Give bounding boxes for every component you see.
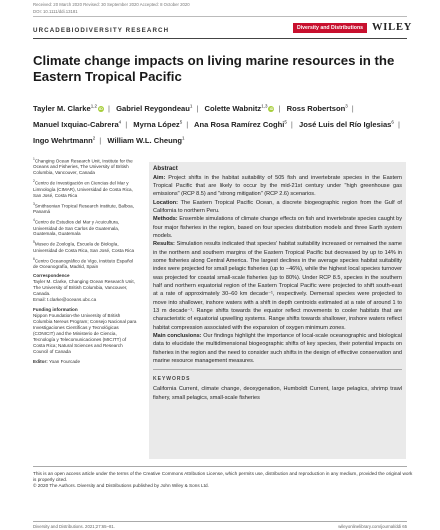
author-affiliation-number: 6 (391, 119, 394, 125)
affiliation-number: 1 (33, 157, 35, 161)
correspondence-email[interactable]: Email: t.clarke@oceans.ubc.ca (33, 296, 97, 302)
author-name[interactable] (33, 104, 104, 113)
header-divider (33, 38, 407, 39)
affiliation-text: Centro de Investigación en Ciencias del Mar y Limnología (CIMAR), Universidad de Costa Rica, San José, Costa Rica (33, 180, 133, 198)
affiliation-item (33, 218, 137, 237)
license-text (33, 471, 413, 490)
author-name[interactable] (33, 136, 95, 145)
author-affiliation-number: 1 (182, 135, 185, 141)
journal-badge[interactable]: Diversity and Distributions (293, 23, 367, 33)
affiliation-item (33, 257, 137, 270)
abstract-conclusions: Main conclusions: Our findings highlight the importance of local-scale oceanographic and biological data to elucidate the multidimensional biogeographic shifts of key species, their potential impacts on fisheries in the region and the need to consider such shifts in the design of effective conservation and marine resource management measures. (153, 333, 402, 365)
author-name-text: Myrna López (133, 119, 180, 129)
correspondence-text: Tayler M. Clarke, Changing Ocean Research Unit, The University of British Columbia, Vancouver, Canada. (33, 279, 135, 297)
license-line: This is an open access article under the terms of the Creative Commons Attribution License, which permits use, distribution and reproduction in any medium, provided the original work is properly cited. (33, 471, 413, 483)
author-name[interactable] (299, 120, 394, 129)
keywords-divider (153, 369, 402, 370)
author-affiliation-number: 3 (345, 103, 348, 108)
abstract-heading: Abstract (153, 165, 178, 172)
keywords-text: California Current, climate change, deoxygenation, Humboldt Current, large pelagics, shrimp trawl fishery, small pelagics, small-scale fisheries (153, 386, 402, 401)
author-separator: | (107, 103, 110, 113)
abstract-location: Location: The Eastern Tropical Pacific Ocean, a discrete biogeographic region from the Gulf of California to northern Peru. (153, 199, 402, 214)
affiliation-text: Centro de Estudios del Mar y Acuicultura, Universidad de San Carlos de Guatemala, Guatemala, Guatemala (33, 219, 120, 237)
section-label: URCADEBIODIVERSITY RESEARCH (33, 27, 170, 34)
author-affiliation-number: 1 (189, 103, 193, 108)
received-dates: Received: 20 March 2020 Revised: 30 September 2020 Accepted: 8 October 2020 (33, 2, 190, 7)
affiliation-item (33, 157, 137, 176)
author-name[interactable] (133, 120, 182, 129)
author-name[interactable] (205, 104, 275, 113)
affiliation-item (33, 179, 137, 198)
author-name-text: Gabriel Reygondeau (116, 103, 190, 113)
author-name[interactable] (194, 120, 287, 129)
article-title: Climate change impacts on living marine resources in the Eastern Tropical Pacific (33, 53, 395, 84)
author-separator: | (351, 103, 354, 113)
affiliation-item (33, 240, 137, 253)
author-name-text: Ingo Wehrtmann (33, 136, 93, 146)
author-name-text: Tayler M. Clarke (33, 103, 91, 113)
author-separator: | (290, 119, 293, 129)
author-name[interactable] (33, 120, 121, 129)
publisher-logo[interactable]: WILEY (372, 22, 413, 33)
author-list (33, 99, 413, 148)
author-name-text: Colette Wabnitz (204, 103, 262, 113)
abstract-methods: Methods: Ensemble simulations of climate change effects on fish and invertebrate species caught by four major fisheries in the region, based on four species distribution models and three Earth system models. (153, 216, 402, 239)
orcid-icon[interactable]: iD (99, 107, 103, 112)
author-affiliation-number: 1,3 (261, 103, 268, 108)
author-affiliation-number: 5 (179, 119, 183, 125)
affiliation-list (33, 157, 137, 270)
funding-heading: Funding information (33, 307, 78, 313)
abstract-results: Results: Simulation results indicated that species' habitat suitability increased or remained the same in the northern and southern margins of the Eastern Tropical Pacific but decreased by up to 14% in some fisheries along Central America. The largest declines in the average species habitat suitability index were projected for small pelagic fisheries (up to −46%), while the highest local species turnover was projected for coastal small-scale fisheries (up to 80%). Under RCP 8.5, species in the southern half and northern equatorial region of the Eastern Tropical Pacific were projected to shift south-east at a rate of approximately 30–60 km decade⁻¹, respectively. Demersal species were projected to move into shallower, inshore waters with a shift in depth centroids estimated at a rate of around 1 to 13 m decade⁻¹. Range shifts towards the equator reflect movements to cooler habitats that are characteristic of equatorial upwelling systems. Range shifts towards shallower, inshore waters reflect habitat compression associated with the expansion of oxygen minimum zones. (153, 241, 402, 331)
author-name-text: José Luis del Río Iglesias (298, 119, 392, 129)
abstract-box (149, 162, 406, 459)
editor-label: Editor: (33, 359, 48, 365)
affiliation-number: 2 (33, 179, 35, 184)
editor-block (33, 359, 137, 365)
funding-block (33, 307, 137, 354)
top-divider (33, 16, 407, 17)
affiliation-text: Smithsonian Tropical Research Institute, Balboa, Panamá (33, 203, 134, 215)
correspondence-block (33, 273, 137, 303)
author-separator: | (278, 103, 281, 113)
keywords-heading: KEYWORDS (153, 376, 191, 382)
left-column (33, 157, 137, 370)
author-affiliation-number: 1,2 (90, 103, 97, 108)
author-name[interactable] (116, 104, 192, 113)
journal-url[interactable]: wileyonlinelibrary.com/journal/ddi 65 (338, 524, 407, 529)
license-line: © 2020 The Authors. Diversity and Distributions published by John Wiley & Sons Ltd. (33, 483, 209, 489)
abstract-aim: Aim: Project shifts in the habitat suitability of 505 fish and invertebrate species in the Eastern Tropical Pacific that are likely to occur by the mid-21st century under "high greenhouse gas emissions" (RCP 8.5) and "strong mitigation" (RCP 2.6) scenarios. (153, 174, 402, 198)
author-separator: | (99, 136, 102, 146)
journal-citation: Diversity and Distributions. 2021;27:65–81. (33, 524, 115, 529)
author-name-text: Manuel Ixquiac-Cabrera (33, 119, 119, 129)
author-name-text: Ross Robertson (286, 103, 346, 113)
author-separator: | (397, 119, 400, 129)
affiliation-number: 6 (33, 256, 35, 261)
affiliation-text: Museo de Zoología, Escuela de Biología, Universidad de Costa Rica, San José, Costa Rica (33, 242, 135, 253)
affiliation-text: Centro Oceanográfico de Vigo, Instituto Español de Oceanografía, Madrid, Spain (33, 258, 134, 270)
editor-name: Yoan Fourcade (49, 359, 81, 365)
affiliation-number: 5 (33, 240, 35, 245)
bottom-divider (33, 521, 407, 522)
author-name[interactable] (287, 104, 348, 113)
affiliation-item (33, 202, 137, 215)
affiliation-number: 4 (33, 218, 35, 223)
author-affiliation-number: 2 (92, 135, 96, 141)
affiliation-text: Changing Ocean Research Unit, Institute for the Oceans and Fisheries, The University of British Columbia, Vancouver, Canada (33, 158, 133, 176)
author-separator: | (186, 119, 189, 129)
author-separator: | (196, 103, 199, 113)
author-affiliation-number: 5 (284, 119, 287, 125)
correspondence-heading: Correspondence (33, 273, 70, 279)
author-affiliation-number: 4 (118, 119, 122, 125)
doi[interactable]: DOI: 10.1111/ddi.13181 (33, 9, 78, 14)
author-name[interactable] (107, 136, 184, 145)
author-separator: | (125, 119, 128, 129)
funding-text: Nippon Foundation-the University of British Columbia Nereus Program; Consejo Nacional para Investigaciones Científicas y Tecnológicas (CONICIT) and the Ministerio de Ciencia, Tecnología y Telecomunicaciones (MICITT) of Costa Rica; Natural Sciences and Research Council of Canada (33, 313, 137, 354)
author-name-text: William W.L. Cheung (107, 136, 182, 146)
author-name-text: Ana Rosa Ramírez Coghi (194, 119, 285, 129)
orcid-icon[interactable]: iD (269, 107, 274, 112)
affiliation-number: 3 (33, 201, 35, 206)
footer-divider (33, 466, 407, 467)
